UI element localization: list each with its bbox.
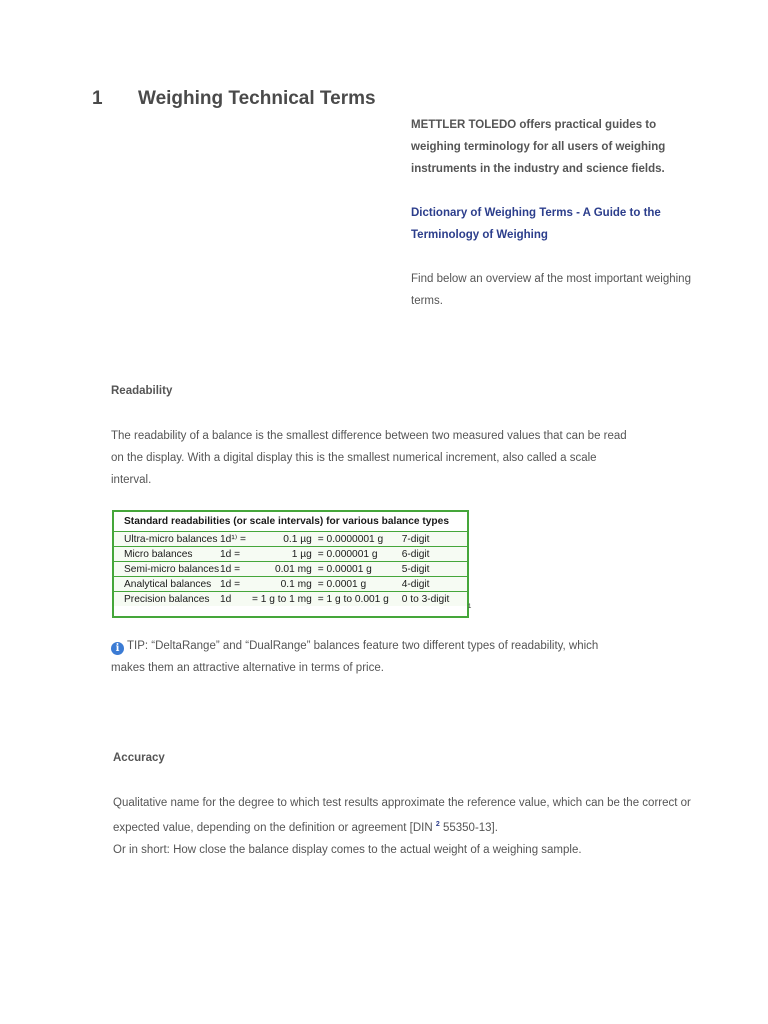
section-number: 1	[92, 88, 103, 109]
scale-interval-label: 1d =	[220, 577, 252, 592]
accuracy-text	[113, 792, 713, 861]
interval-grams: = 0.0001 g	[318, 577, 402, 592]
footnote-mark: 1	[468, 604, 472, 610]
info-icon: i	[111, 642, 124, 655]
din-reference: 55350-13].	[439, 821, 498, 834]
intro-text: METTLER TOLEDO offers practical guides to weighing terminology for all users of weighing instruments in the industry and science fields.	[411, 119, 666, 175]
accuracy-definition: Qualitative name for the degree to which test results approximate the reference value, which can be the correct or expected value, depending on the definition or agreement [DIN	[113, 797, 691, 834]
tip-text: TIP: “DeltaRange” and “DualRange” balances feature two different types of readability, which makes them an attractive alternative in terms of price.	[111, 640, 599, 674]
interval-value: 0.1 µg	[252, 532, 318, 547]
interval-value: = 1 g to 1 mg	[252, 592, 318, 607]
tip-note	[111, 635, 631, 679]
table-row	[114, 577, 467, 592]
dictionary-link[interactable]: Dictionary of Weighing Terms - A Guide to the Terminology of Weighing	[411, 207, 661, 241]
readability-table	[112, 510, 472, 618]
table-row	[114, 532, 467, 547]
table-row	[114, 592, 467, 607]
digit-count: 6-digit	[402, 547, 467, 562]
balance-type: Semi-micro balances	[114, 562, 220, 577]
din-footnote-link[interactable]: 2	[435, 821, 440, 828]
scale-interval-label: 1d =	[220, 562, 252, 577]
balance-type: Ultra-micro balances	[114, 532, 220, 547]
interval-grams: = 0.00001 g	[318, 562, 402, 577]
table-title: Standard readabilities (or scale intervals) for various balance types	[114, 512, 467, 532]
interval-grams: = 1 g to 0.001 g	[318, 592, 402, 607]
balance-type: Analytical balances	[114, 577, 220, 592]
table-row	[114, 562, 467, 577]
interval-value: 1 µg	[252, 547, 318, 562]
readability-text: The readability of a balance is the smallest difference between two measured values that can be read on the display. With a digital display this is the smallest numerical increment, also called a scale interval.	[111, 430, 627, 486]
table-row	[114, 547, 467, 562]
balance-type: Precision balances	[114, 592, 220, 607]
interval-grams: = 0.0000001 g	[318, 532, 402, 547]
readability-heading: Readability	[111, 385, 173, 397]
digit-count: 5-digit	[402, 562, 467, 577]
digit-count: 7-digit	[402, 532, 467, 547]
accuracy-short: Or in short: How close the balance display comes to the actual weight of a weighing sample.	[113, 843, 582, 856]
overview-text: Find below an overview af the most important weighing terms.	[411, 273, 691, 307]
balance-type: Micro balances	[114, 547, 220, 562]
scale-interval-label: 1d	[220, 592, 252, 607]
scale-interval-label: 1d =	[220, 547, 252, 562]
accuracy-heading: Accuracy	[113, 752, 165, 764]
interval-value: 0.1 mg	[252, 577, 318, 592]
interval-grams: = 0.000001 g	[318, 547, 402, 562]
page-title: Weighing Technical Terms	[138, 88, 376, 109]
scale-interval-label: 1d¹⁾ =	[220, 532, 252, 547]
interval-value: 0.01 mg	[252, 562, 318, 577]
digit-count: 4-digit	[402, 577, 467, 592]
digit-count: 0 to 3-digit	[402, 592, 467, 607]
